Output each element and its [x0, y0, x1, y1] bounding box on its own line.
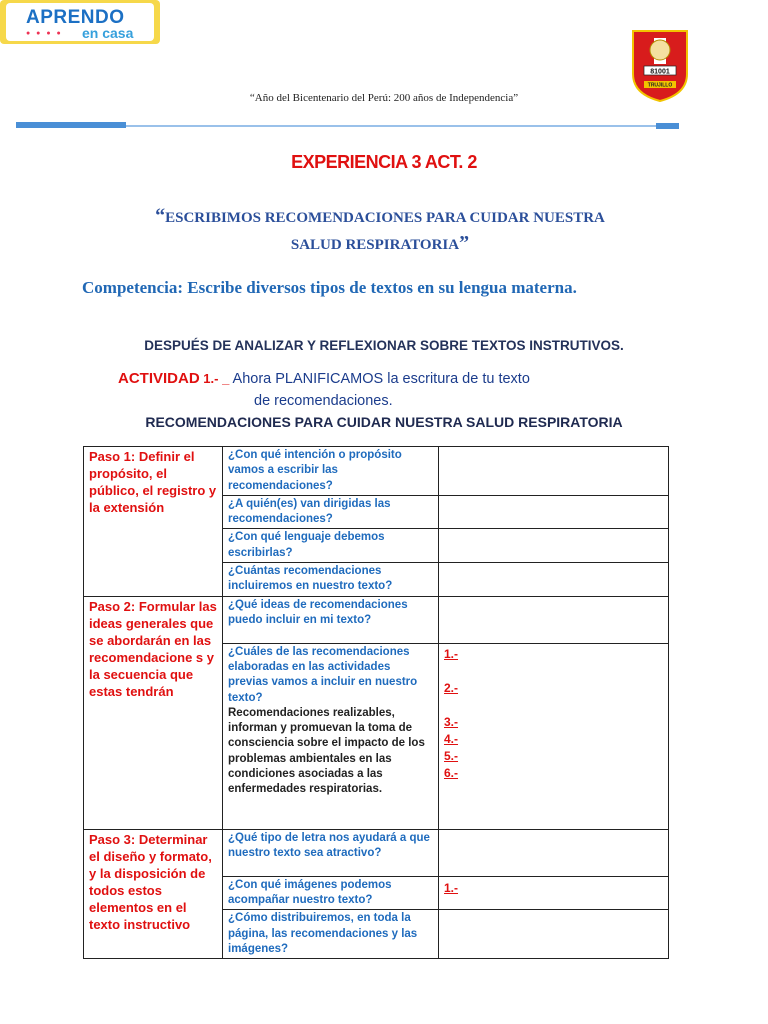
table-row [84, 596, 669, 643]
logo-sub-text: en casa [82, 25, 134, 41]
badge-city: TRUJILLO [647, 82, 673, 89]
open-quote: “ [155, 205, 166, 227]
actividad-line1: Ahora PLANIFICAMOS la escritura de tu texto [229, 371, 530, 387]
step1-answer4-cell[interactable] [439, 563, 669, 597]
competencia-text: Competencia: Escribe diversos tipos de textos en su lengua materna. [82, 278, 577, 297]
answer-item-5[interactable]: 5.- [444, 748, 459, 763]
logo-main-text: APRENDO [26, 7, 125, 28]
header-divider [126, 125, 656, 127]
answer-item-6[interactable]: 6.- [444, 765, 459, 780]
despues-heading: DESPUÉS DE ANALIZAR Y REFLEXIONAR SOBRE TEXTOS INSTRUTIVOS. [144, 338, 624, 353]
step2-label: Paso 2: Formular las ideas generales que se abordarán en las recomendacione s y la secuencia que estas tendrán [84, 596, 223, 829]
table-title: RECOMENDACIONES PARA CUIDAR NUESTRA SALUD RESPIRATORIA [145, 414, 623, 430]
step1-question2: ¿A quién(es) van dirigidas las recomendaciones? [223, 495, 439, 529]
answer-item-2[interactable]: 2.- [444, 680, 459, 695]
main-title-line2: SALUD RESPIRATORIA [290, 237, 460, 253]
table-row [84, 829, 669, 876]
step2-question2-note: Recomendaciones realizables, informan y promuevan la toma de consciencia sobre el impacto de los problemas ambientales en las condiciones asociadas a las enfermedades respiratorias. [228, 706, 425, 796]
step3-question3: ¿Cómo distribuiremos, en toda la página, las recomendaciones y las imágenes? [223, 910, 439, 959]
planning-table [83, 446, 669, 959]
step1-question3: ¿Con qué lenguaje debemos escribirlas? [223, 529, 439, 563]
actividad-number: 1.- _ [199, 371, 230, 386]
year-header: “Año del Bicentenario del Perú: 200 años de Independencia” [249, 92, 519, 104]
step1-label: Paso 1: Definir el propósito, el público, el registro y la extensión [84, 447, 223, 597]
step1-answer1-cell[interactable] [439, 447, 669, 496]
step3-answer2-cell[interactable] [439, 876, 669, 910]
answer-item-3[interactable]: 3.- [444, 714, 459, 729]
main-title-line1: ESCRIBIMOS RECOMENDACIONES PARA CUIDAR NUESTRA [165, 210, 605, 226]
step3-question2: ¿Con qué imágenes podemos acompañar nuestro texto? [223, 876, 439, 910]
answer-item-1[interactable]: 1.- [444, 646, 459, 661]
step3-answer3-cell[interactable] [439, 910, 669, 959]
experience-title: EXPERIENCIA 3 ACT. 2 [291, 152, 477, 172]
close-quote: ” [459, 232, 470, 254]
step3-answer1-cell[interactable] [439, 829, 669, 876]
step2-question1: ¿Qué ideas de recomendaciones puedo incluir en mi texto? [223, 596, 439, 643]
step2-answer1-cell[interactable] [439, 596, 669, 643]
step1-answer2-cell[interactable] [439, 495, 669, 529]
actividad-instruction [118, 368, 530, 412]
table-row [84, 447, 669, 496]
aprendo-en-casa-logo [0, 0, 160, 44]
step1-question1: ¿Con qué intención o propósito vamos a escribir las recomendaciones? [223, 447, 439, 496]
main-title [60, 204, 700, 258]
step1-question4: ¿Cuántas recomendaciones incluiremos en nuestro texto? [223, 563, 439, 597]
logo-dots: ● ● ● ● [26, 30, 63, 37]
actividad-line2: de recomendaciones. [254, 393, 393, 409]
badge-number: 81001 [650, 68, 670, 76]
step3-question1: ¿Qué tipo de letra nos ayudará a que nuestro texto sea atractivo? [223, 829, 439, 876]
header-divider-left [16, 122, 126, 128]
step3-answer-item-1[interactable]: 1.- [444, 880, 459, 895]
step2-question2: ¿Cuáles de las recomendaciones elaboradas en las actividades previas vamos a incluir en nuestro texto? [228, 645, 418, 704]
step2-question2-cell [223, 643, 439, 829]
actividad-label: ACTIVIDAD [118, 370, 200, 387]
step1-answer3-cell[interactable] [439, 529, 669, 563]
step2-answer-list[interactable] [439, 643, 669, 829]
step3-label: Paso 3: Determinar el diseño y formato, y la disposición de todos estos elementos en el texto instructivo [84, 829, 223, 958]
header-divider-right [656, 123, 679, 129]
answer-item-4[interactable]: 4.- [444, 731, 459, 746]
